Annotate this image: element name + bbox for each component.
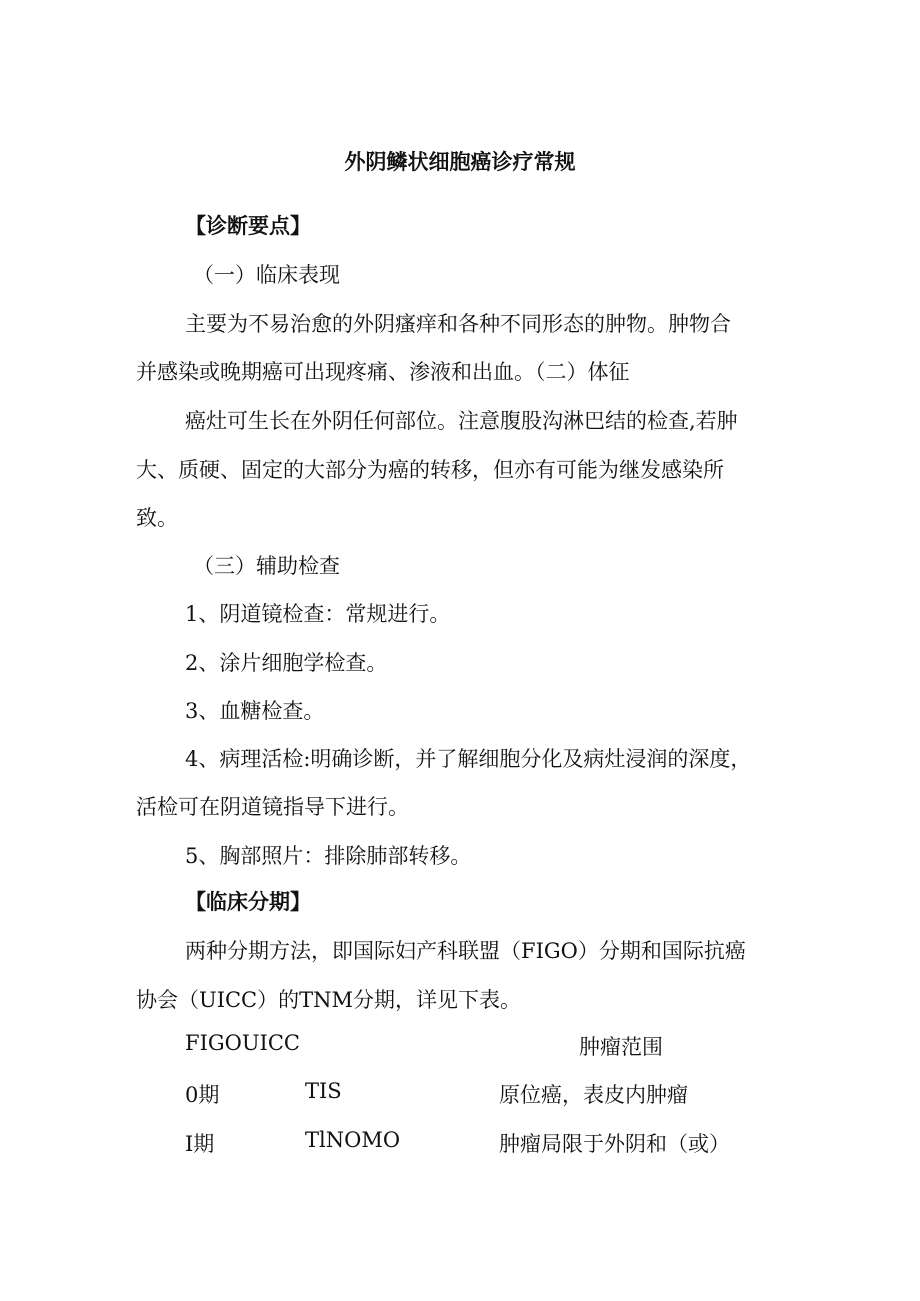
paragraph-line: 致。: [136, 506, 178, 530]
table-cell-figo: 0期: [185, 1083, 220, 1107]
subheading-auxiliary-exam: （三）辅助检查: [193, 554, 340, 578]
section-heading-staging: 【临床分期】: [185, 890, 311, 914]
table-cell-scope: 原位癌，表皮内肿瘤: [499, 1083, 688, 1107]
list-item: 1、阴道镜检查：常规进行。: [185, 602, 451, 626]
list-item: 2、涂片细胞学检查。: [185, 651, 388, 675]
table-cell-scope: 肿瘤局限于外阴和（或）: [499, 1132, 730, 1156]
paragraph-line: 并感染或晚期癌可出现疼痛、渗液和出血。（二）体征: [136, 360, 630, 384]
document-title: 外阴鳞状细胞癌诊疗常规: [344, 150, 576, 174]
paragraph-line: 大、质硬、固定的大部分为癌的转移，但亦有可能为继发感染所: [136, 458, 724, 482]
section-heading-diagnosis: 【诊断要点】: [185, 214, 311, 238]
paragraph-line: 协会（UICC）的TNM分期，详见下表。: [136, 988, 522, 1012]
table-cell-uicc: TIS: [305, 1079, 342, 1103]
table-cell-figo: I期: [185, 1132, 215, 1156]
list-item: 5、胸部照片：排除肺部转移。: [185, 844, 472, 868]
paragraph-line: 癌灶可生长在外阴任何部位。注意腹股沟淋巴结的检查,若肿: [185, 409, 738, 433]
list-item-continuation: 活检可在阴道镜指导下进行。: [136, 795, 409, 819]
paragraph-line: 两种分期方法，即国际妇产科联盟（FIGO）分期和国际抗癌: [185, 939, 746, 963]
paragraph-line: 主要为不易治愈的外阴瘙痒和各种不同形态的肿物。肿物合: [185, 312, 731, 336]
table-cell-uicc: TlNOMO: [305, 1128, 401, 1152]
table-header-tumor-scope: 肿瘤范围: [579, 1035, 663, 1059]
list-item: 4、病理活检:明确诊断，并了解细胞分化及病灶浸润的深度，: [185, 747, 752, 771]
subheading-clinical-manifestation: （一）临床表现: [193, 263, 340, 287]
table-header-figo-uicc: FIGOUICC: [185, 1031, 300, 1055]
list-item: 3、血糖检查。: [185, 699, 325, 723]
